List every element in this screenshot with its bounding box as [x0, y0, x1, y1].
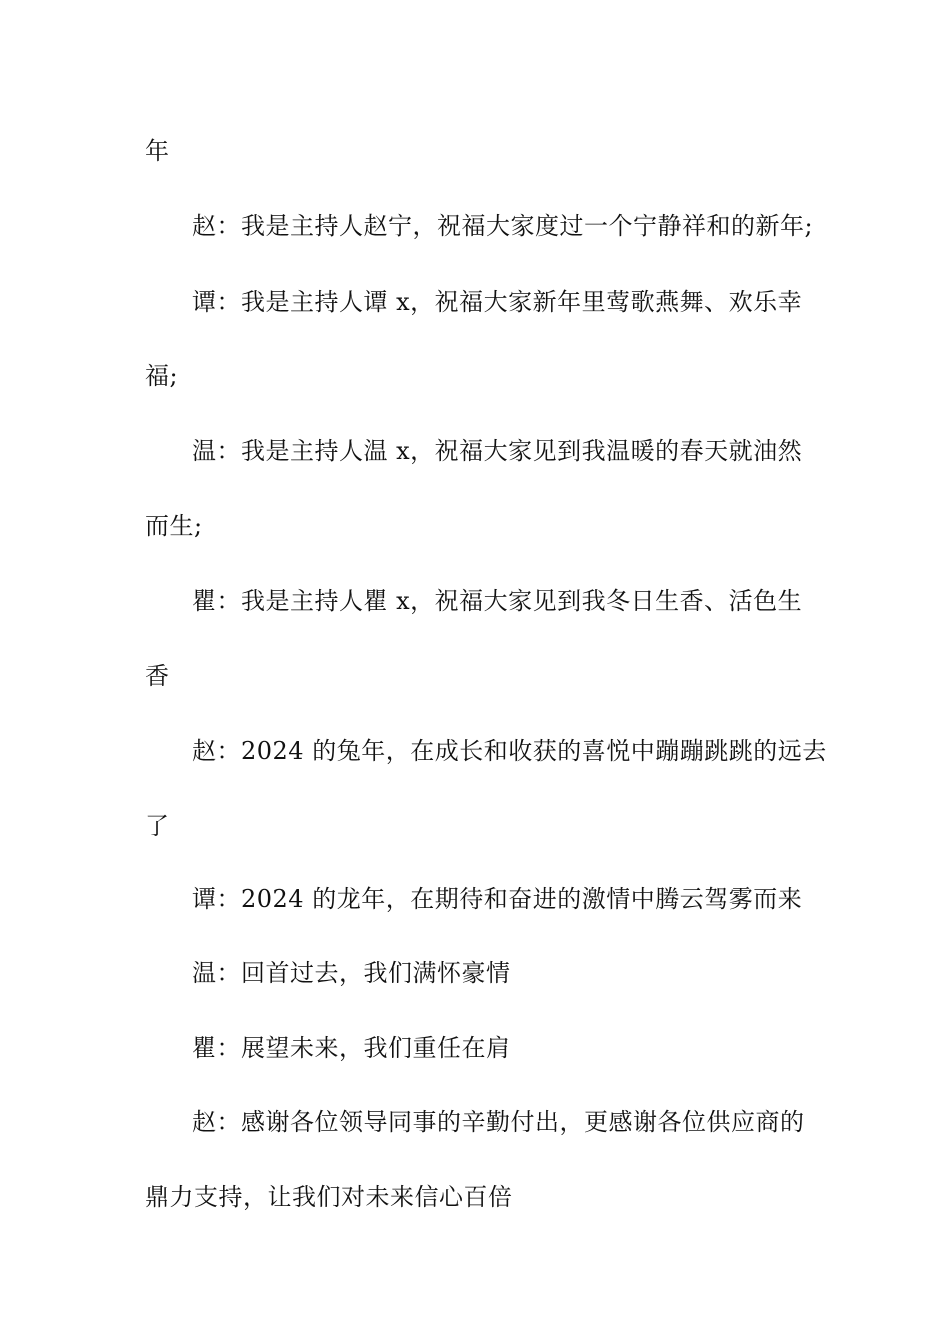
text-line-2: 赵：我是主持人赵宁，祝福大家度过一个宁静祥和的新年;	[192, 212, 814, 240]
text-line-6: 而生;	[145, 512, 203, 540]
text-line-14: 赵：感谢各位领导同事的辛勤付出，更感谢各位供应商的	[192, 1108, 805, 1136]
text-line-12: 温：回首过去，我们满怀豪情	[192, 959, 511, 987]
text-line-15: 鼎力支持，让我们对未来信心百倍	[145, 1183, 513, 1211]
text-line-4: 福;	[145, 362, 179, 390]
text-line-7: 瞿：我是主持人瞿 x，祝福大家见到我冬日生香、活色生	[192, 587, 803, 615]
text-line-8: 香	[145, 662, 170, 690]
text-line-11: 谭：2024 的龙年，在期待和奋进的激情中腾云驾雾而来	[192, 885, 803, 913]
text-line-9: 赵：2024 的兔年，在成长和收获的喜悦中蹦蹦跳跳的远去	[192, 737, 827, 765]
text-line-5: 温：我是主持人温 x，祝福大家见到我温暖的春天就油然	[192, 437, 803, 465]
text-line-1: 年	[145, 137, 170, 165]
text-line-10: 了	[145, 812, 170, 840]
text-line-13: 瞿：展望未来，我们重任在肩	[192, 1034, 511, 1062]
text-line-3: 谭：我是主持人谭 x，祝福大家新年里莺歌燕舞、欢乐幸	[192, 288, 803, 316]
